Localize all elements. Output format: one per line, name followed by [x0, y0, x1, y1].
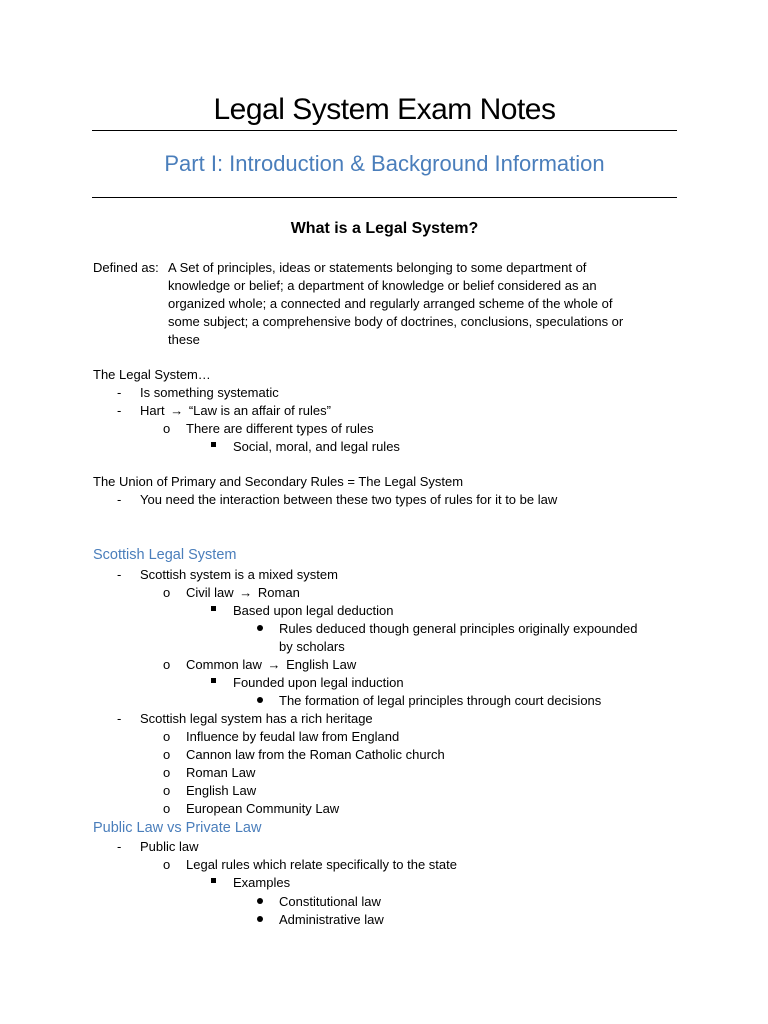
- list-item: Legal rules which relate specifically to the state: [186, 857, 457, 872]
- common-law-label: Common law: [186, 657, 262, 672]
- circle-marker: o: [163, 421, 171, 436]
- circle-marker: o: [163, 857, 171, 872]
- list-item: Constitutional law: [279, 894, 381, 909]
- square-bullet-icon: [211, 878, 216, 883]
- dash-marker: -: [117, 567, 122, 582]
- hart-quote: “Law is an affair of rules”: [188, 403, 331, 418]
- list-item: Influence by feudal law from England: [186, 729, 400, 744]
- public-private-heading: Public Law vs Private Law: [93, 820, 262, 836]
- list-item: Roman Law: [186, 765, 256, 780]
- round-bullet-icon: [257, 697, 263, 703]
- dash-marker: -: [117, 385, 122, 400]
- definition-line: some subject; a comprehensive body of doctrines, conclusions, speculations or: [168, 314, 624, 329]
- definition-line: organized whole; a connected and regularly arranged scheme of the whole of: [168, 296, 613, 311]
- list-item: Founded upon legal induction: [233, 675, 404, 690]
- definition-text: [168, 259, 678, 349]
- legal-system-intro: The Legal System…: [93, 367, 211, 382]
- list-item: Scottish system is a mixed system: [140, 567, 338, 582]
- section-heading: What is a Legal System?: [290, 220, 479, 237]
- civil-law-label: Civil law: [186, 585, 234, 600]
- part-heading: Part I: Introduction & Background Information: [164, 151, 605, 176]
- roman-label: Roman: [257, 585, 300, 600]
- list-item: You need the interaction between these two types of rules for it to be law: [140, 492, 558, 507]
- round-bullet-icon: [257, 625, 263, 631]
- circle-marker: o: [163, 585, 171, 600]
- part-rule: [92, 197, 677, 198]
- list-item: English Law: [186, 783, 257, 798]
- dash-marker: -: [117, 839, 122, 854]
- list-item: Cannon law from the Roman Catholic church: [186, 747, 445, 762]
- list-item: Rules deduced though general principles originally expounded: [279, 621, 638, 636]
- arrow-icon: →: [239, 585, 253, 600]
- list-item: Scottish legal system has a rich heritage: [140, 711, 373, 726]
- definition-line: these: [168, 332, 200, 347]
- circle-marker: o: [163, 765, 171, 780]
- arrow-icon: →: [267, 657, 281, 672]
- list-item: The formation of legal principles through court decisions: [279, 693, 602, 708]
- circle-marker: o: [163, 783, 171, 798]
- circle-marker: o: [163, 747, 171, 762]
- list-item-continuation: by scholars: [279, 639, 345, 654]
- list-item: Based upon legal deduction: [233, 603, 394, 618]
- square-bullet-icon: [211, 606, 216, 611]
- list-item: Administrative law: [279, 912, 384, 927]
- document-title: Legal System Exam Notes: [213, 93, 556, 126]
- definition-line: knowledge or belief; a department of knowledge or belief considered as an: [168, 278, 597, 293]
- list-item-hart: [140, 402, 331, 420]
- definition-label: Defined as:: [93, 260, 159, 275]
- english-law-label: English Law: [286, 657, 357, 672]
- list-item-civil-law: [186, 584, 300, 602]
- round-bullet-icon: [257, 916, 263, 922]
- union-intro: The Union of Primary and Secondary Rules = The Legal System: [93, 474, 464, 489]
- list-item: European Community Law: [186, 801, 340, 816]
- definition-line: A Set of principles, ideas or statements belonging to some department of: [168, 260, 587, 275]
- list-item: Examples: [233, 875, 291, 890]
- title-rule: [92, 130, 677, 131]
- dash-marker: -: [117, 492, 122, 507]
- circle-marker: o: [163, 729, 171, 744]
- hart-label: Hart: [140, 403, 165, 418]
- circle-marker: o: [163, 657, 171, 672]
- square-bullet-icon: [211, 442, 216, 447]
- arrow-icon: →: [170, 403, 184, 418]
- list-item: Social, moral, and legal rules: [233, 439, 400, 454]
- dash-marker: -: [117, 403, 122, 418]
- list-item: There are different types of rules: [186, 421, 374, 436]
- scottish-heading: Scottish Legal System: [93, 547, 237, 563]
- dash-marker: -: [117, 711, 122, 726]
- list-item: Public law: [140, 839, 199, 854]
- circle-marker: o: [163, 801, 171, 816]
- round-bullet-icon: [257, 898, 263, 904]
- list-item: Is something systematic: [140, 385, 279, 400]
- square-bullet-icon: [211, 678, 216, 683]
- list-item-common-law: [186, 656, 356, 674]
